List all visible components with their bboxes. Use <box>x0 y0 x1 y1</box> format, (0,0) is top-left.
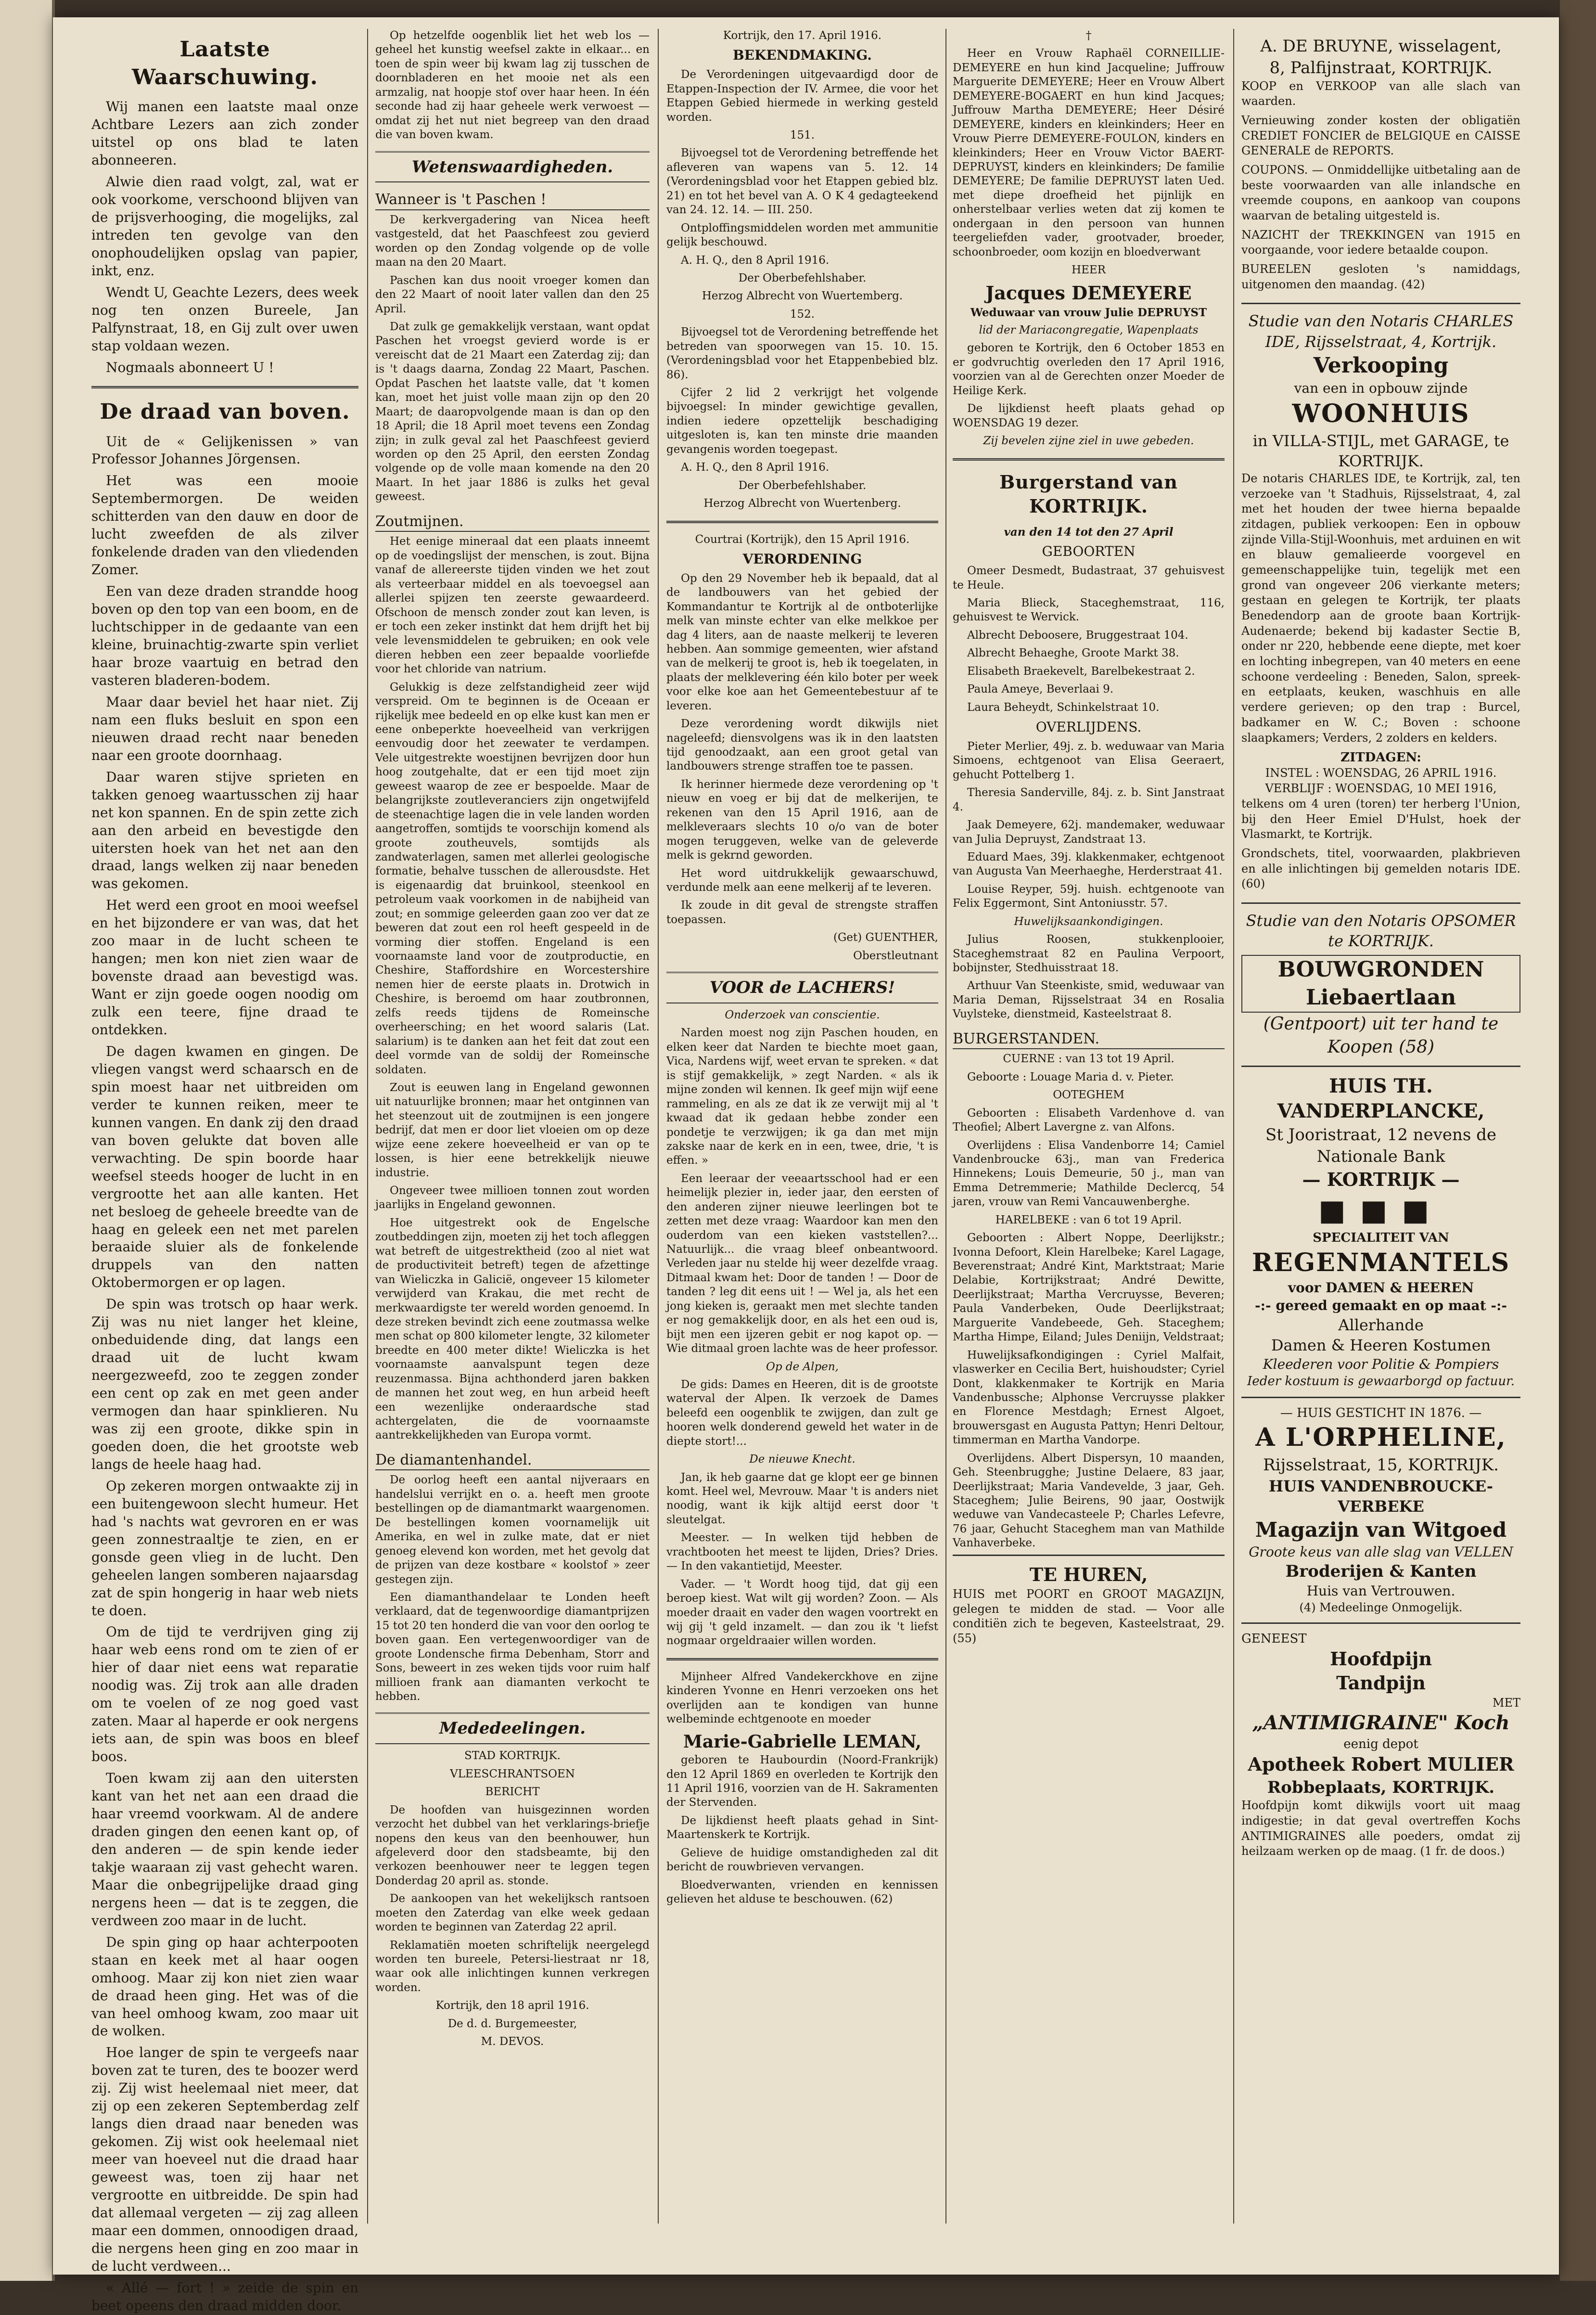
paragraph: Ontploffingsmiddelen worden met ammunitie gelijk beschouwd. <box>666 221 938 249</box>
paragraph: De gids: Dames en Heeren, dit is de grootste waterval der Alpen. Ik verzoek de Dames beleefd een oogenblik te zwijgen, dan zult ge hooren welk donderend geweld het water in de diepte stort!... <box>666 1378 938 1448</box>
notice-label: STAD KORTRIJK. <box>464 1749 561 1762</box>
ad-subheading: Allerhande <box>1338 1316 1424 1335</box>
ad-text: HUIS met POORT en GROOT MAGAZIJN, gelegen te midden de stad. — Voor alle conditiën zich te begeven, Kasteelstraat, 29. (55) <box>953 1587 1225 1646</box>
ad-heading: REGENMANTELS <box>1251 1248 1510 1277</box>
paragraph: geboren te Kortrijk, den 6 October 1853 en er godvruchtig overleden den 17 April 1916, voorzien van al de Gerechten onzer Moeder de Heilige Kerk. <box>953 342 1225 397</box>
notice-title: BEKENDMAKING. <box>733 47 872 64</box>
signature: (Get) GUENTHER, <box>833 931 938 944</box>
signature: Der Oberbefehlshaber. <box>738 479 867 492</box>
column-4 <box>948 29 1229 2238</box>
paragraph: Hoe langer de spin te vergeefs naar boven zat te turen, des te boozer werd zij. Zij wist heelemaal niet meer, dat zij op een zekeren Septemberdag zelf langs dien draad naar beneden was gekomen. Zij wist ook heelemaal niet meer van hoeveel nut die draad haar geweest was, toen zij haar net vergrootte en uitbreidde. De spin had dat allemaal vergeten — zij zag alleen maar een dommen, onnoodigen draad, die nergens heen ging en zoo maar in de lucht verdween... <box>91 2045 358 2274</box>
ad-subheading: in VILLA-STIJL, met GARAGE, te KORTRIJK. <box>1252 431 1509 470</box>
paragraph: Narden moest nog zijn Paschen houden, en elken keer dat Narden te biechte moet gaan, Vica, Nardens wijf, weet ervan te spreken. « dat is stijf gemakkelijk, » zegt Narden. « als ik mijne zonden wil kennen. Ik geef mijn wijf eene rammeling, en als ze dat ik ze verwijt mij al 't kwaad dat ik gedaan hebbe zonder een pondetje te verzwijgen; ik ga dan met mijn zakske naar de kerk en in een, twee, drie, 't is effen. » <box>666 1027 938 1167</box>
ad-subheading: (Gentpoort) uit ter hand te Koopen (58) <box>1263 1014 1499 1057</box>
subheading: GEBOORTEN <box>1042 543 1136 560</box>
list-item: Geboorten : Albert Noppe, Deerlijkstr.; Ivonna Defoort, Klein Harelbeke; Karel Lagage, Beverenstraat; André Kint, Marktstraat; Marie Delabie, Kortrijkstraat; André Dewitte, Deerlijkstraat; Martha Vercruysse, Beveren; Paula Vanderbeken, Oude Deerlijkstraat; Marguerite Vandebeede, Geh. Staceghem; Martha Himpe, Eiland; Jules Deniijn, Veldstraat; <box>953 1232 1225 1344</box>
joke-title: De nieuwe Knecht. <box>749 1453 855 1466</box>
ad-subheading: INSTEL : WOENSDAG, 26 APRIL 1916. <box>1265 766 1497 780</box>
page-binding-edge <box>1560 0 1596 2281</box>
ad-text: Grondschets, titel, voorwaarden, plakbrieven en alle inlichtingen bij gemelden notaris IDE. (60) <box>1241 846 1520 891</box>
paragraph: Een diamanthandelaar te Londen heeft verklaard, dat de tegenwoordige diamantprijzen 15 tot 20 ten honderd die van voor den oorlog te boven gaan. Een vertegenwoordiger van de groote Londensche firma Debenham, Storr and Sons, beweert in zes weken tijds voor ruim half millioen frank aan diamanten verkocht te hebben. <box>375 1591 650 1703</box>
ad-heading: Apotheek Robert MULIER <box>1248 1753 1514 1775</box>
ad-subheading: SPECIALITEIT VAN <box>1313 1231 1449 1246</box>
ad-subheading: HUIS VANDENBROUCKE-VERBEKE <box>1268 1477 1494 1516</box>
paragraph: A. H. Q., den 8 April 1916. <box>681 254 830 267</box>
section-title: Burgerstand van KORTRIJK. <box>999 471 1178 517</box>
paragraph: Gelukkig is deze zelfstandigheid zeer wijd verspreid. Om te beginnen is de Oceaan er rijkelijk mee bedeeld en op elke kust kan men er eene onbeperkte hoeveelheid van verkrijgen eenvoudig door het zeewater te verdampen. Vele uitgestrekte woestijnen bevrijzen door hun hoog zoutgehalte, dat er een tijd moet zijn geweest waarop de zee er bespoelde. Maar de belangrijkste zoutleveranciers zijn ongetwijfeld de steenachtige lagen die in vele landen worden aangetroffen, somtijds te voorschijn komend als groote zoutheuvels, somtijds als zandwaterlagen, samen met allerlei geologische formatie, behalve tusschen de allerousdste. Het is eigenaardig dat bruinkool, steenkool en petroleum vaak voorkomen in de nabijheid van zout; en sommige geleerden gaan zoo ver dat ze beweren dat zout een rol heeft gespeeld in de vorming dier stoffen. Engeland is een voornaamste land voor de zoutproductie, en Cheshire, Staffordshire en Worcestershire nemen hier de eerste plaats in. Drotwich in Cheshire, is beroemd om haar zoutbronnen, zelfs reeds tijdens de Romeinsche overheersching; en het woord salaris (Lat. salarium) is te danken aan het feit dat zout een deel vormde van de soldij der Romeinsche soldaten. <box>375 681 650 1076</box>
paragraph: Uit de « Gelijkenissen » van Professor Johannes Jörgensen. <box>91 433 358 467</box>
column-rule <box>1233 29 1234 2224</box>
ad-vanderplancke <box>1241 1066 1520 1397</box>
ad-address: Rijsselstraat, 15, KORTRIJK. <box>1263 1455 1499 1475</box>
paragraph: Ik zoude in dit geval de strengste straffen toepassen. <box>666 899 938 926</box>
signature: Oberstleutnant <box>853 949 938 962</box>
ad-subheading: -:- gereed gemaakt en op maat -:- <box>1255 1298 1507 1314</box>
ad-subheading: VERBLIJF : WOENSDAG, 10 MEI 1916, <box>1265 782 1497 796</box>
town-heading: HARELBEKE : van 6 tot 19 April. <box>995 1213 1182 1226</box>
ad-antimigraine <box>1241 1622 1520 1870</box>
paragraph: Jan, ik heb gaarne dat ge klopt eer ge binnen komt. Heel wel, Mevrouw. Maar 't is anders niet noodig, want ik kijk altijd eerst door 't sleutelgat. <box>666 1471 938 1526</box>
ad-subheading: Ieder kostuum is gewaarborgd op factuur. <box>1247 1374 1515 1389</box>
divider <box>666 521 938 523</box>
list-item: Overlijdens : Elisa Vandenborre 14; Camiel Vandenbroucke 63j., man van Frederica Hinnekens; Louis Demeurie, 50 j., man van Emma Detremmerie; Mathilde Declercq, 54 jaren, vrouw van Remi Vancauwenberghe. <box>953 1139 1225 1209</box>
ad-heading: Hoofdpijn <box>1330 1648 1432 1670</box>
paragraph: Alwie dien raad volgt, zal, wat er ook voorkome, verschoond blijven van de prijsverhooging, die mogelijks, zal intreden ten gevolge van den onophoudelijken opslag van papier, inkt, enz. <box>91 173 358 279</box>
notice-number: 151. <box>790 129 815 142</box>
paragraph: Toen kwam zij aan den uitersten kant van het net aan een draad die haar vreemd voorkwam. Al de andere draden gingen den eenen kant op, of den anderen — de spin kende ieder takje waaraan zij vast gehecht waren. Maar die onbegrijpelijke draad ging nergens heen — dat is te zeggen, die verdween zoo maar in de lucht. <box>91 1770 358 1929</box>
paragraph: De spin was trotsch op haar werk. Zij was nu niet langer het kleine, onbeduidende ding, dat langs een draad uit de lucht kwam neergezweefd, zoo te zeggen zonder een cent op zak en met geen ander vermogen dan haar spinklieren. Nu was zij een groote, dikke spin in goeden doen, die het grootste web langs de heele haag had. <box>91 1296 358 1472</box>
ad-subheading: GENEEST <box>1241 1631 1307 1646</box>
ad-heading: A L'ORPHELINE, <box>1255 1423 1507 1453</box>
ad-text: Vernieuwing zonder kosten der obligatiën CREDIET FONCIER de BELGIQUE en CAISSE GENERALE de REPORTS. <box>1241 114 1520 158</box>
column-1 <box>87 29 363 2314</box>
signature: M. DEVOS. <box>481 2035 544 2048</box>
ad-text: Hoofdpijn komt dikwijls voort uit maag indigestie; in dat geval overtreffen Kochs ANTIMIGRAINES alle poeders, omdat zij heilzaam werken op de maag. (1 fr. de doos.) <box>1241 1799 1520 1858</box>
paragraph: Een leeraar der veeaartsschool had er een heimelijk plezier in, ieder jaar, den eersten of den anderen zijner nieuwe leerlingen bot te zetten met deze vraag: Waardoor kan men den ouderdom van een kieken vaststellen?... Natuurlijk... die vraag bleef onbeantwoord. Verleden jaar nu stelde hij weer dezelfde vraag. Ditmaal kwam het: Door de tanden ! — Door de tanden ? leg dit eens uit ! — Wel ja, als het een jong kieken is, geraakt men met slechte tanden er nog gemakkelijk door, en als het een oud is, bijt men een ijzeren gebit er nog kapot op. — Wie ditmaal groen lachte was de heer professor. <box>666 1172 938 1355</box>
signature: Herzog Albrecht von Wuertenberg. <box>703 497 901 510</box>
paragraph: Zij bevelen zijne ziel in uwe gebeden. <box>983 435 1194 448</box>
paragraph: De spin ging op haar achterpooten staan en keek met al haar oogen omhoog. Maar zij kon niet zien waar de draad heen ging. Het was of die van heel omhoog kwam, zoo maar uit de wolken. <box>91 1934 358 2039</box>
paragraph: Nogmaals abonneert U ! <box>106 359 274 375</box>
ad-heading: „ANTIMIGRAINE" Koch <box>1252 1711 1510 1735</box>
paragraph: Om de tijd te verdrijven ging zij haar web eens rond om te zien of er hier of daar niet eens wat reparatie noodig was. Zij trok aan alle draden om te voelen of ze nog goed vast zaten. Maar al haperde er ook nergens iets aan, de spin was boos en bleef boos. <box>91 1624 358 1765</box>
ad-sale-villa <box>1241 303 1520 902</box>
notice-number: 152. <box>790 308 815 321</box>
paragraph: geboren te Haubourdin (Noord-Frankrijk) den 12 April 1869 en overleden te Kortrijk den 11 April 1916, voorzien van de H. Sakramenten der Stervenden. <box>666 1754 938 1809</box>
ad-orpheline <box>1241 1397 1520 1622</box>
paragraph: De lijkdienst heeft plaats gehad in Sint-Maartenskerk te Kortrijk. <box>666 1814 938 1841</box>
paragraph: Daar waren stijve sprieten en takken genoeg waartusschen zij haar net kon spannen. En de spin zette zich aan den arbeid en bevestigde den uitersten hoek van het net aan den draad, langs welken zij naar beneden was gekomen. <box>91 769 358 892</box>
paragraph: lid der Mariacongregatie, Wapenplaats <box>979 324 1199 337</box>
column-rule <box>367 29 368 2224</box>
paragraph: Meester. — In welken tijd hebben de vrachtbooten het meest te lijden, Dries? Dries. — In den vakantietijd, Meester. <box>666 1531 938 1573</box>
previous-page-edge <box>0 0 55 2281</box>
list-item: Geboorte : Louage Maria d. v. Pieter. <box>967 1070 1174 1083</box>
ad-title: HUIS TH. VANDERPLANCKE, <box>1277 1074 1485 1123</box>
paragraph: De kerkvergadering van Nicea heeft vastgesteld, dat het Paaschfeest zou gevierd worden op den Zondag volgende op de volle maan na den 20 Maart. <box>375 213 650 269</box>
paragraph: Het eenige mineraal dat een plaats inneemt op de voedingslijst der menschen, is zout. Bijna vanaf de allereerste tijden vinden we het zout als verteerbaar middel en als toevoegsel aan allerlei spijzen ten zeerste gewaardeerd. Ofschoon de mensch zonder zout kan leven, is er toch een zeker instinkt dat hem drijft het bij vele levensmiddelen te gebruiken; en ook vele dieren hebben een zeer bepaalde voorliefde voor het chloride van natrium. <box>375 535 650 676</box>
paragraph: Op hetzelfde oogenblik liet het web los — geheel het kunstig weefsel zakte in elkaar... en toen de spin weer bij kwam lag zij tusschen de doornbladeren en het mooie net als een armzalig, nat hoopje stof over haar heen. In één seconde had zij haar geheele werk verwoest — omdat zij het nut niet begreep van den draad die van boven kwam. <box>375 29 650 141</box>
deceased-name: Marie-Gabrielle LEMAN, <box>683 1731 921 1752</box>
paragraph: Op den 29 November heb ik bepaald, dat al de landbouwers van het gebied der Kommandantur te Kortrijk al de ontboterlijke melk van minste echter van elke melkkoe per dag 4 liters, aan de naaste melkerij te leveren hebben. Aan sommige gemeenten, wier afstand van de melkerij te groot is, heb ik toegelaten, in plaats der melklevering één kilo boter per week voor elke koe aan het Gemeentebestuur af te leveren. <box>666 572 938 712</box>
paragraph: De hoofden van huisgezinnen worden verzocht het dubbel van het verklarings-briefje nopens den keus van den beenhouwer, hun afgeleverd door den stadsbeamte, bij den verkozen beenhouwer neer te leggen tegen Donderdag 20 april as. stonde. <box>375 1803 650 1887</box>
list-item: Maria Blieck, Staceghemstraat, 116, gehuisvest te Wervick. <box>953 596 1225 624</box>
paragraph: « Allé — fort ! » zeide de spin en beet opeens den draad midden door. <box>91 2279 358 2314</box>
dateline: Kortrijk, den 17. April 1916. <box>723 29 882 42</box>
list-item: Arthuur Van Steenkiste, smid, weduwaar van Maria Deman, Rijsselstraat 34 en Rosalia Vuylsteke, dienstmeid, Kasteelstraat 8. <box>953 979 1225 1021</box>
joke-title: Onderzoek van conscientie. <box>725 1009 880 1022</box>
paragraph: Een van deze draden strandde hoog boven op den top van een boom, en de luchtschipper in de gedaante van een kleine, bruinachtig-zwarte spin verliet haar broze vaartuig en betrad den vasteren bladeren-bodem. <box>91 583 358 688</box>
ad-heading: Magazijn van Witgoed <box>1255 1518 1507 1542</box>
rent-ad <box>953 1555 1225 1657</box>
deceased-name: Jacques DEMEYERE <box>985 282 1192 304</box>
ad-text: KOOP en VERKOOP van alle slach van waarden. <box>1241 79 1520 108</box>
paragraph: Wendt U, Geachte Lezers, dees week nog ten onzen Bureele, Jan Palfynstraat, 18, en Gij zult over uwen stap voldaan wezen. <box>91 284 358 354</box>
list-item: Albrecht Behaeghe, Groote Markt 38. <box>967 647 1179 660</box>
paragraph: De lijkdienst heeft plaats gehad op WOENSDAG 19 dezer. <box>953 402 1225 429</box>
ad-subheading: Kleederen voor Politie & Pompiers <box>1263 1356 1499 1372</box>
paragraph: Paschen kan dus nooit vroeger komen dan den 22 Maart of nooit later vallen dan den 25 April. <box>375 274 650 315</box>
column-5 <box>1237 29 1525 2238</box>
decorative-squares-icon: ■■■ <box>1318 1194 1444 1228</box>
paragraph: Heer en Vrouw Raphaël CORNEILLIE-DEMEYERE en hun kind Jacqueline; Juffrouw Marguerite DEMEYERE; Heer en Vrouw Albert DEMEYERE-BOGAERT en hun kind Jacques; Juffrouw Martha DEMEYERE; Heer Désiré DEMEYERE, kinders en kleinkinders; Heer en Vrouw Pierre DEMEYERE-FOULON, kinders en kleinkinders; Heer en Vrouw Victor BAERT-DEPRUYST, kinders en kleinkinders; De familie DEMEYERE; De familie DEPRUYST laten Ued. met diepe droefheid het pijnlijk en onherstelbaar verlies weten dat zij komen te ondergaan in den persoon van hunnen teergeliefden vader, grootvader, broeder, schoonbroeder, oom kozijn en bloedverwant <box>953 47 1225 258</box>
paragraph: Gelieve de huidige omstandigheden zal dit bericht de rouwbrieven vervangen. <box>666 1846 938 1874</box>
column-rule <box>945 29 946 2224</box>
column-3 <box>662 29 943 2238</box>
list-item: Albrecht Deboosere, Bruggestraat 104. <box>967 629 1188 642</box>
paragraph: Bijvoegsel tot de Verordening betreffende het afleveren van wapens van 5. 12. 14 (Verordeningsblad voor het Etappen gebied blz. 21) en tot het bevel van A. O K 4 gedagteekend van 24. 12. 14. — III. 250. <box>666 147 938 217</box>
paragraph: De dagen kwamen en gingen. De vliegen vangst werd schaarsch en de spin moest haar net uitbreiden om verder te kunnen reiken, meer te kunnen vangen. En dank zij den draad van boven gelukte dat boven alle verwachting. De spin boorde haar weefsel steeds hooger de lucht in en vergrootte het aan alle kanten. Het net besloeg de geheele breedte van de haag en geleek een net met parelen beraaide sluier als de fonkelende druppels van den natten Oktobermorgen er op lagen. <box>91 1043 358 1291</box>
paragraph: Ongeveer twee millioen tonnen zout worden jaarlijks in Engeland gewonnen. <box>375 1184 650 1211</box>
cross-icon: † <box>1085 29 1092 42</box>
ad-subheading: Broderijen & Kanten <box>1285 1562 1477 1582</box>
notice-label: BERICHT <box>485 1786 540 1799</box>
signature: Herzog Albrecht von Wuertemberg. <box>702 290 903 303</box>
title-word: HEER <box>1072 264 1106 276</box>
ad-subheading: Groote keus van alle slag van VELLEN <box>1249 1543 1513 1560</box>
signature: De d. d. Burgemeester, <box>447 2017 577 2030</box>
town-heading: CUERNE : van 13 tot 19 April. <box>1003 1053 1175 1066</box>
ad-title: A. DE BRUYNE, wisselagent, <box>1260 37 1502 56</box>
ad-title: Studie van den Notaris OPSOMER te KORTRIJK. <box>1246 911 1516 951</box>
ad-heading: Tandpijn <box>1336 1672 1426 1694</box>
dateline: Courtrai (Kortrijk), den 15 April 1916. <box>695 533 910 546</box>
subheading: BURGERSTANDEN. <box>953 1029 1225 1050</box>
ad-subheading: Huis van Vertrouwen. <box>1306 1583 1456 1599</box>
ad-subheading: MET <box>1492 1696 1520 1710</box>
list-item: Louise Reyper, 59j. huish. echtgenoote van Felix Eggermont, Sint Antoniusstr. 57. <box>953 883 1225 910</box>
signature: Der Oberbefehlshaber. <box>738 271 867 284</box>
ad-subheading: van een in opbouw zijnde <box>1294 380 1468 397</box>
subheading: Zoutmijnen. <box>375 512 650 532</box>
paragraph: A. H. Q., den 8 April 1916. <box>681 461 830 474</box>
subheading: Huwelijksaankondigingen. <box>1014 915 1163 928</box>
ad-subheading: Damen & Heeren Kostumen <box>1271 1336 1491 1355</box>
ad-subheading: — HUIS GESTICHT IN 1876. — <box>1280 1405 1482 1420</box>
paragraph: Cijfer 2 lid 2 verkrijgt het volgende bijvoegsel: In minder gewichtige gevallen, indien iedere opzettelijk beschadiging uitgesloten is, kan ten minste drie maanden gevangenis worden toegepast. <box>666 386 938 456</box>
subheading: Wanneer is 't Paschen ! <box>375 190 650 210</box>
list-item: Elisabeth Braekevelt, Barelbekestraat 2. <box>967 665 1195 678</box>
list-item: Laura Beheydt, Schinkelstraat 10. <box>967 701 1160 714</box>
section-title: Wetenswaardigheden. <box>375 151 650 183</box>
paragraph: De oorlog heeft een aantal nijveraars en handelslui verrijkt en o. a. heeft men groote bestellingen op de diamantmarkt waargenomen. De bestellingen komen voornamelijk uit Amerika, en wel in zulke mate, dat er niet genoeg elevend kon worden, met het gevolg dat de prijzen van deze kostbare « koolstof » zeer gestegen zijn. <box>375 1474 650 1586</box>
ad-heading: BOUWGRONDEN Liebaertlaan <box>1241 955 1520 1013</box>
ad-subheading: ZITDAGEN: <box>1341 750 1421 765</box>
list-item: Overlijdens. Albert Dispersyn, 10 maanden, Geh. Steenbrugghe; Justine Delaere, 83 jaar, Deerlijkstraat; Maria Vandevelde, 3 jaar, Geh. Staceghem; Julie Beirens, 90 jaar, Oostwijk weduwe van Vandecasteele P; Charles Lefevre, 76 jaar, Gehucht Staceghem man van Mathilde Vanhaverbeke. <box>953 1452 1225 1550</box>
paragraph: Wij manen een laatste maal onze Achtbare Lezers aan zich zonder uitstel op ons blad te laten abonneeren. <box>91 99 358 168</box>
joke-title: Op de Alpen, <box>766 1360 839 1373</box>
column-rule <box>658 29 659 2224</box>
paragraph: Deze verordening wordt dikwijls niet nageleefd; diensvolgens was ik in den laatsten tijd genoodzaakt, aan een groot getal van landbouwers strenge straffen toe te passen. <box>666 718 938 773</box>
paragraph: Mijnheer Alfred Vandekerckhove en zijne kinderen Yvonne en Henri verzoeken ons het overlijden aan te kondigen van hunne welbeminde echtgenoote en moeder <box>666 1670 938 1726</box>
subheading: OVERLIJDENS. <box>1035 719 1142 735</box>
list-item: Huwelijksafkondigingen : Cyriel Malfait, vlaswerker en Cecilia Bert, huishoudster; Cyriel Dont, klakkenmaker te Kortrijk en Maria Vandenbussche; Alphonse Vercruysse plakker en Florence Mestdagh; Ernest Algoet, brouwersgast en Augusta Pattyn; Henri Deltour, timmerman en Martha Vandorpe. <box>953 1349 1225 1447</box>
paragraph: Bijvoegsel tot de Verordening betreffende het betreden van spoorwegen van 15. 10. 15. (Verordeningsblad voor het Etappenbebied blz. 86). <box>666 326 938 381</box>
ad-heading: Verkooping <box>1313 353 1449 378</box>
list-item: Pieter Merlier, 49j. z. b. weduwaar van Maria Simoens, echtgenoot van Elisa Geeraert, gehucht Pottelberg 1. <box>953 740 1225 781</box>
column-2 <box>370 29 654 2238</box>
ad-text: COUPONS. — Onmiddellijke uitbetaling aan de beste voorwaarden van alle inlandsche en vreemde coupons, en aankoop van coupons waarvan de betaling uitgesteld is. <box>1241 163 1520 223</box>
paragraph: Reklamatiën moeten schriftelijk neergelegd worden ten bureele, Petersi-liestraat nr 18, waar ook alle inlichtingen kunnen verkregen worden. <box>375 1939 650 1994</box>
paragraph: Zout is eeuwen lang in Engeland gewonnen uit natuurlijke bronnen; maar het ontginnen van het steenzout uit de zoutmijnen is een jongere bedrijf, dat men er door liet vloeien om op deze wijze eene zekere hoeveelheid er van op te lossen, is hier eene betrekkelijk nieuwe industrie. <box>375 1081 650 1179</box>
ad-text: telkens om 4 uren (toren) ter herberg l'Union, bij den Heer Emiel D'Hulst, hoek der Vlasmarkt, te Kortrijk. <box>1241 797 1520 841</box>
ad-subheading: (4) Medeelinge Onmogelijk. <box>1299 1601 1463 1615</box>
ad-subheading: eenig depot <box>1343 1737 1418 1752</box>
date-range: van den 14 tot den 27 April <box>1004 525 1174 539</box>
paragraph: Ik herinner hiermede deze verordening op 't nieuw en voeg er bij dat de melkerijen, te rekenen van den 15 April 1916, aan de melkleveraars slechts 10 o/o van de boter mogen teruggeven, welke van de geleverde melk is gekrnd geworden. <box>666 778 938 862</box>
list-item: Theresia Sanderville, 84j. z. b. Sint Janstraat 4. <box>953 786 1225 813</box>
list-item: Geboorten : Elisabeth Vardenhove d. van Theofiel; Albert Lavergne z. van Alfons. <box>953 1106 1225 1134</box>
paragraph: Het was een mooie Septembermorgen. De weiden schitterden van den dauw en door de lucht zweefden de als zilver fonkelende draden van den vliedenden Zomer. <box>91 473 358 578</box>
ad-address: Robbeplaats, KORTRIJK. <box>1267 1777 1495 1797</box>
ad-text: NAZICHT der TREKKINGEN van 1915 en voorgaande, voor iedere betaalde coupon. <box>1241 228 1520 257</box>
list-item: Jaak Demeyere, 62j. mandemaker, weduwaar van Julia Depruyst, Zandstraat 13. <box>953 819 1225 846</box>
notice-label: VLEESCHRANTSOEN <box>450 1767 575 1780</box>
ad-address: St Jooristraat, 12 nevens de Nationale Bank <box>1265 1125 1497 1166</box>
ad-text: De notaris CHARLES IDE, te Kortrijk, zal, ten verzoeke van 't Stadhuis, Rijsselstraat, 4, zal met het houden der twee hierna bepaalde zitdagen, publiek verkoopen: Een in opbouw zijnde Villa-Stijl-Woonhuis, met arduinen en wit en blauw gemalieerde voorgevel en gemeenschappelijke tuin, tegelijk met een grond van ongeveer 206 vierkante meters; gestaan en gelegen te Kortrijk, ter plaats Benedendorp aan de groote baan Kortrijk-Audenaerde; bekend bij kadaster Sectie B, onder nr 220, hebbende eene diepte, met koer en lochting inbegrepen, van 40 meters en eene schoone verdeeling : Beneden, Salon, spreek- en eetplaats, keuken, waschhuis en alle verdere gerieven; op den trap : Burcel, badkamer en W. C.; Boven : schoone slaapkamers; Verders, 2 zolders en kelders. <box>1241 472 1520 745</box>
ad-de-bruyne <box>1241 29 1520 303</box>
dateline: Kortrijk, den 18 april 1916. <box>435 1999 589 2012</box>
paragraph: De Verordeningen uitgevaardigd door de Etappen-Inspection der IV. Armee, die voor het Etappen Gebied hiermede in werking gesteld worden. <box>666 68 938 124</box>
ad-subheading: voor DAMEN & HEEREN <box>1288 1280 1474 1296</box>
paragraph: Hoe uitgestrekt ook de Engelsche zoutbeddingen zijn, moeten zij het toch afleggen wat betreft de uitgestrektheid (zoo al niet wat de productiviteit betreft) tegen de afzettinge van Wieliczka in Galicië, ongeveer 15 kilometer verwijderd van Krakau, die met recht de merkwaardigste ter wereld worden genoemd. In deze streken bevindt zich eene zoutmassa welke men schat op 800 kilometer lengte, 32 kilometer breedte en 400 meter dikte! Wieliczka is het voornaamste aanvalspunt tegen deze reuzenmassa. Bijna achthonderd jaren bakken de mannen het zout weg, en hun arbeid heeft een wezenlijke onderaardsche stad achtergelaten, die de voornaamste aantrekkelijkheden van Europa vormt. <box>375 1216 650 1442</box>
ad-text: BUREELEN gesloten 's namiddags, uitgenomen den maandag. (42) <box>1241 262 1520 291</box>
headline-warning: Laatste Waarschuwing. <box>132 37 318 90</box>
ad-address: 8, Palfijnstraat, KORTRIJK. <box>1269 58 1493 77</box>
list-item: Paula Ameye, Beverlaai 9. <box>967 683 1114 696</box>
ad-title: Studie van den Notaris CHARLES IDE, Rijsselstraat, 4, Kortrijk. <box>1248 312 1514 351</box>
list-item: Julius Roosen, stukkenplooier, Staceghemstraat 82 en Paulina Verpoort, bobijnster, Stedhuisstraat 18. <box>953 933 1225 974</box>
divider <box>91 386 358 388</box>
section-title: VOOR de LACHERS! <box>666 972 938 1003</box>
divider <box>953 458 1225 461</box>
paragraph: Op zekeren morgen ontwaakte zij in een buitengewoon slecht humeur. Het had 's nachts wat gevroren en er was geen zonnestraaltje te zien, en er gonsde geen vlieg in de lucht. Den geheelen langen somberen najaarsdag zat de spin hongerig in haar web niets te doen. <box>91 1478 358 1619</box>
headline-spider-story: De draad van boven. <box>100 399 350 424</box>
ad-subheading: — KORTRIJK — <box>1302 1168 1460 1190</box>
paragraph: Dat zulk ge gemakkelijk verstaan, want opdat Paschen het vroegst gevierd worde is er vereischt dat de 21 Maart een Zaterdag zij; dan is 't daags daarna, Zondag 22 Maart, Paschen. Opdat Paschen het laatste valle, dat 't komen kan, moet het juist volle maan zijn op den 20 Maart; de daaropvolgende maan is dan op den 18 April; die 18 April moet tevens een Zondag zijn; in zulk geval zal het Paaschfeest gevierd worden op den 25 April, den eersten Zondag volgende op de volle maan komende na den 20 Maart. In het jaar 1886 is zulks het geval geweest. <box>375 321 650 503</box>
paragraph: Vader. — 't Wordt hoog tijd, dat gij een beroep kiest. Wat wilt gij worden? Zoon. — Als moeder draait en vader den wagen voortrekt en wij gij 't geld inzamelt. — dan zou ik 't liefst nogmaar orgeldraaier willen worden. <box>666 1578 938 1647</box>
paragraph: Het werd een groot en mooi weefsel en het bijzondere er van was, dat het zoo maar in de lucht scheen te hangen; men kon niet zien waar de bovenste draad aan bevestigd was. Want er zijn goede oogen noodig om zulk een teere, fijne draad te ontdekken. <box>91 897 358 1038</box>
list-item: Eduard Maes, 39j. klakkenmaker, echtgenoot van Augusta Van Meerhaeghe, Herderstraat 41. <box>953 850 1225 878</box>
section-title: Mededeelingen. <box>375 1712 650 1744</box>
ad-heading: WOONHUIS <box>1292 399 1470 428</box>
list-item: Omeer Desmedt, Budastraat, 37 gehuisvest te Heule. <box>953 565 1225 592</box>
paragraph: De aankoopen van het wekelijksch rantsoen moeten den Zaterdag van elke week gedaan worden te beginnen van Zaterdag 22 april. <box>375 1892 650 1934</box>
subheading: De diamantenhandel. <box>375 1451 650 1471</box>
divider <box>666 1658 938 1660</box>
paragraph: Weduwaar van vrouw Julie DEPRUYST <box>970 306 1207 319</box>
notice-title: VERORDENING <box>742 551 862 567</box>
paragraph: Maar daar beviel het haar niet. Zij nam een fluks besluit en spon een nieuwen draad recht naar beneden naar een groote doornhaag. <box>91 694 358 763</box>
paragraph: Bloedverwanten, vrienden en kennissen gelieven het alduse te beschouwen. (62) <box>666 1878 938 1906</box>
ad-building-plots <box>1241 902 1520 1066</box>
ad-title: TE HUREN, <box>1029 1563 1148 1585</box>
town-heading: OOTEGHEM <box>1053 1089 1124 1102</box>
paragraph: Het word uitdrukkelijk gewaarschuwd, verdunde melk aan eene melkerij af te leveren. <box>666 867 938 894</box>
